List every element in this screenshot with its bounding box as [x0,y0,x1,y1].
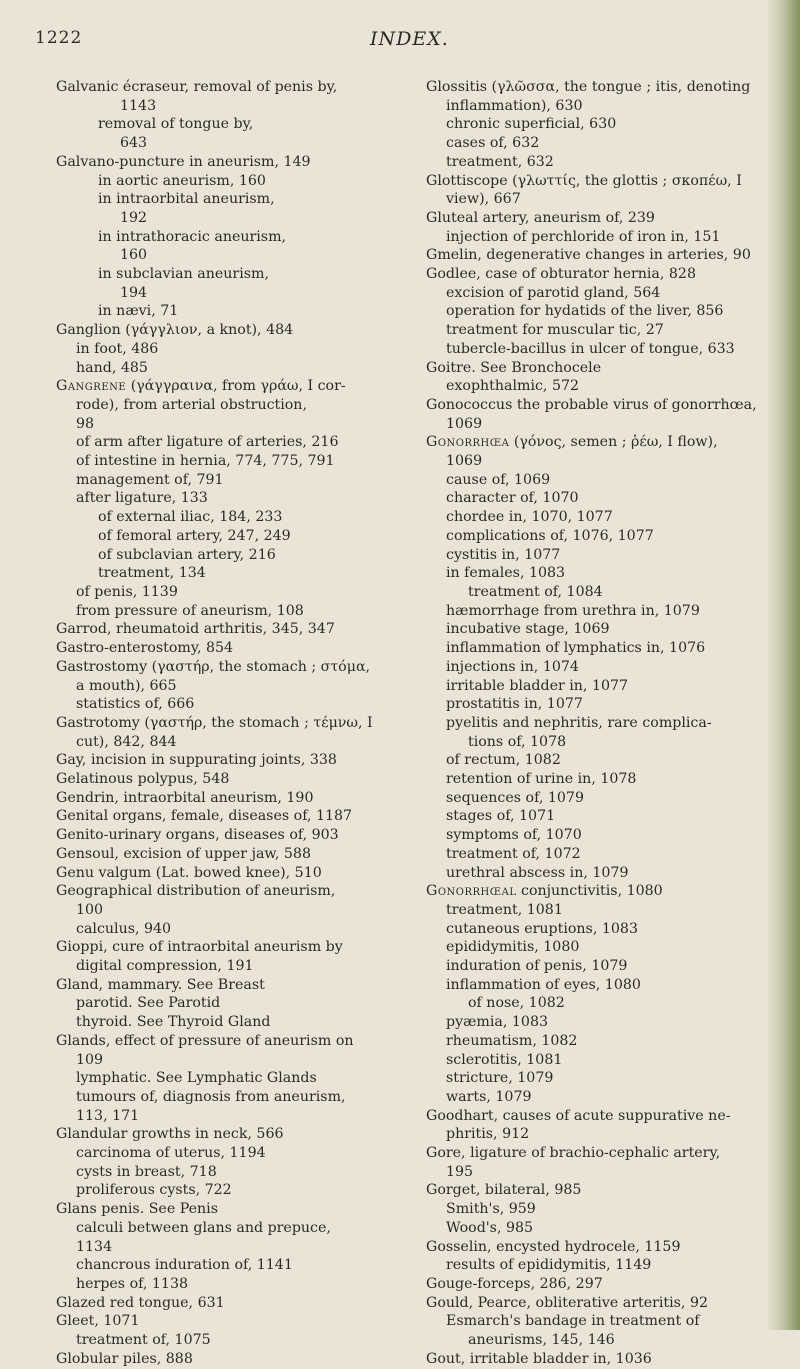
entry-text: Globular piles, 888 [56,1350,193,1367]
entry-text: in intraorbital aneurism, [98,191,275,208]
page-number: 1222 [35,28,83,48]
entry-text: of rectum, 1082 [446,752,561,769]
index-subentry [426,115,776,134]
entry-text: Galvano-puncture in aneurism, 149 [56,153,311,170]
index-entry [426,1238,776,1257]
index-subentry [426,377,776,396]
running-title: INDEX. [370,28,449,50]
entry-text: view), 667 [446,191,521,208]
index-entry [426,396,776,415]
entry-text: exophthalmic, 572 [446,378,580,395]
index-entry [426,172,776,191]
index-subentry [426,938,776,957]
index-entry [426,1181,776,1200]
index-subentry [56,1256,400,1275]
index-subentry [426,508,776,527]
entry-text: of subclavian artery, 216 [98,546,276,563]
index-subentry [56,1163,400,1182]
index-subentry [56,115,400,134]
index-subentry [56,190,400,209]
entry-text: Gore, ligature of brachio-cephalic artery, [426,1145,721,1162]
index-subentry [56,340,400,359]
index-subentry [56,1107,400,1126]
index-subentry [56,209,400,228]
index-subentry [426,1312,776,1331]
entry-text: Glands, effect of pressure of aneurism on [56,1032,354,1049]
entry-text: treatment of, 1084 [468,583,603,600]
index-subentry [56,246,400,265]
entry-text: Gout, irritable bladder in, 1036 [426,1350,652,1367]
index-entry [56,1125,400,1144]
index-subentry [56,1238,400,1257]
index-subentry [426,1219,776,1238]
entry-text: Gould, Pearce, obliterative arteritis, 92 [426,1294,709,1311]
index-subentry [56,433,400,452]
index-subentry [56,508,400,527]
index-subentry [426,864,776,883]
entry-text: 194 [120,284,148,301]
index-subentry [426,97,776,116]
entry-text: Gastrotomy (γαστήρ, the stomach ; τέμνω, I [56,714,373,731]
index-subentry [426,976,776,995]
entry-text: 192 [120,209,148,226]
index-subentry [56,602,400,621]
index-subentry [426,134,776,153]
index-subentry [426,1088,776,1107]
index-entry [56,1200,400,1219]
entry-text: cysts in breast, 718 [76,1163,217,1180]
index-subentry [426,1163,776,1182]
entry-text: induration of penis, 1079 [446,958,628,975]
index-subentry [426,228,776,247]
entry-text: cystitis in, 1077 [446,546,561,563]
entry-text: urethral abscess in, 1079 [446,864,629,881]
index-subentry [426,826,776,845]
entry-text: Gendrin, intraorbital aneurism, 190 [56,789,314,806]
entry-text: conjunctivitis, 1080 [516,883,663,900]
index-subentry [56,172,400,191]
entry-text: warts, 1079 [446,1088,532,1105]
entry-text: of intestine in hernia, 774, 775, 791 [76,453,335,470]
entry-headword: Gonorrhœal [426,883,517,900]
index-subentry [56,415,400,434]
index-subentry [426,789,776,808]
entry-text: lymphatic. See Lymphatic Glands [76,1070,317,1087]
entry-text: from pressure of aneurism, 108 [76,602,304,619]
entry-text: Gioppi, cure of intraorbital aneurism by [56,939,343,956]
entry-text: inflammation), 630 [446,97,583,114]
index-entry [56,153,400,172]
entry-text: calculi between glans and prepuce, [76,1219,331,1236]
entry-text: of penis, 1139 [76,583,178,600]
entry-text: incubative stage, 1069 [446,621,610,638]
index-entry [426,78,776,97]
entry-text: of arm after ligature of arteries, 216 [76,434,339,451]
index-entry [56,658,400,677]
index-subentry [56,527,400,546]
entry-text: Galvanic écraseur, removal of penis by, [56,79,338,95]
entry-text: tubercle-bacillus in ulcer of tongue, 633 [446,340,735,357]
index-subentry [426,564,776,583]
index-column-left [56,78,400,1369]
entry-headword: Gonorrhœa [426,434,510,451]
entry-text: Gastrostomy (γαστήρ, the stomach ; στόμα, [56,658,371,675]
index-subentry [56,1275,400,1294]
entry-text: phritis, 912 [446,1126,530,1143]
index-subentry [426,489,776,508]
index-entry [56,377,400,396]
index-subentry [426,1256,776,1275]
index-subentry [426,751,776,770]
index-subentry [56,733,400,752]
index-entry [56,620,400,639]
entry-text: 98 [76,415,95,432]
entry-text: Godlee, case of obturator hernia, 828 [426,266,696,283]
entry-text: Goodhart, causes of acute suppurative ne- [426,1107,731,1124]
index-entry [426,433,776,452]
entry-text: digital compression, 191 [76,958,254,975]
entry-text: in intrathoracic aneurism, [98,228,287,245]
entry-text: cause of, 1069 [446,471,551,488]
index-entry [56,789,400,808]
entry-text: Glottiscope (γλωττίς, the glottis ; σκοπέω, I [426,172,742,189]
entry-headword: Gangrene [56,378,127,395]
index-entry [56,845,400,864]
entry-text: 160 [120,247,148,264]
entry-text: in subclavian aneurism, [98,266,269,283]
index-entry [426,359,776,378]
entry-text: management of, 791 [76,471,224,488]
index-subentry [56,994,400,1013]
entry-text: carcinoma of uterus, 1194 [76,1145,266,1162]
index-subentry [426,527,776,546]
index-subentry [426,471,776,490]
entry-text: Garrod, rheumatoid arthritis, 345, 347 [56,621,335,638]
index-subentry [56,1069,400,1088]
index-subentry [56,1144,400,1163]
index-subentry [426,620,776,639]
index-subentry [426,284,776,303]
index-entry [56,882,400,901]
index-subentry [426,920,776,939]
entry-text: Gosselin, encysted hydrocele, 1159 [426,1238,681,1255]
index-subentry [426,452,776,471]
index-entry [56,1350,400,1369]
index-subentry [426,1331,776,1350]
entry-text: 1069 [446,415,483,432]
entry-text: parotid. See Parotid [76,995,221,1012]
entry-text: tumours of, diagnosis from aneurism, [76,1088,346,1105]
entry-text: 1143 [120,97,157,114]
index-entry [56,938,400,957]
entry-text: Gonococcus the probable virus of gonorrhœa, [426,396,757,413]
index-entry [56,78,400,97]
entry-text: aneurisms, 145, 146 [468,1332,615,1349]
index-entry [56,864,400,883]
entry-text: rheumatism, 1082 [446,1032,578,1049]
entry-text: results of epididymitis, 1149 [446,1257,652,1274]
entry-text: removal of tongue by, [98,116,254,133]
index-subentry [426,957,776,976]
entry-text: thyroid. See Thyroid Gland [76,1014,271,1031]
index-subentry [56,302,400,321]
index-subentry [56,546,400,565]
index-subentry [426,901,776,920]
entry-text: sclerotitis, 1081 [446,1051,563,1068]
index-subentry [426,1051,776,1070]
entry-text: hæmorrhage from urethra in, 1079 [446,602,700,619]
entry-text: cutaneous eruptions, 1083 [446,920,638,937]
entry-text: rode), from arterial obstruction, [76,396,307,413]
entry-text: Glandular growths in neck, 566 [56,1126,284,1143]
entry-text: 195 [446,1163,474,1180]
entry-text: (γόνος, semen ; ῥέω, I flow), [509,434,718,451]
entry-text: herpes of, 1138 [76,1276,188,1292]
entry-text: hand, 485 [76,359,148,376]
entry-text: treatment, 1081 [446,901,563,918]
entry-text: 109 [76,1051,104,1068]
index-subentry [426,1125,776,1144]
entry-text: 643 [120,135,148,152]
entry-text: in females, 1083 [446,565,566,582]
entry-text: in nævi, 71 [98,303,179,320]
index-subentry [426,770,776,789]
entry-text: statistics of, 666 [76,696,195,713]
entry-text: epididymitis, 1080 [446,939,580,956]
entry-text: 1069 [446,453,483,470]
index-subentry [56,920,400,939]
entry-text: stages of, 1071 [446,808,556,825]
index-entry [426,1107,776,1126]
entry-text: 113, 171 [76,1107,140,1124]
entry-text: symptoms of, 1070 [446,827,582,844]
index-subentry [56,583,400,602]
entry-text: Ganglion (γάγγλιον, a knot), 484 [56,322,294,339]
index-entry [426,1294,776,1313]
entry-text: cases of, 632 [446,135,540,152]
index-entry [56,807,400,826]
index-subentry [426,994,776,1013]
entry-text: Wood's, 985 [446,1219,534,1236]
entry-text: Gluteal artery, aneurism of, 239 [426,209,655,226]
entry-text: prostatitis in, 1077 [446,696,583,713]
entry-text: of femoral artery, 247, 249 [98,527,291,544]
entry-text: (γάγγραινα, from γράω, I cor- [126,378,346,395]
entry-text: chordee in, 1070, 1077 [446,509,613,526]
index-subentry [426,733,776,752]
index-subentry [426,602,776,621]
entry-text: complications of, 1076, 1077 [446,527,654,544]
entry-text: tions of, 1078 [468,733,567,750]
index-subentry [426,714,776,733]
entry-text: of external iliac, 184, 233 [98,509,283,526]
index-subentry [426,415,776,434]
index-entry [426,882,776,901]
entry-text: proliferous cysts, 722 [76,1182,232,1199]
entry-text: treatment, 632 [446,153,554,170]
index-subentry [56,1181,400,1200]
entry-text: character of, 1070 [446,490,579,507]
index-subentry [56,1051,400,1070]
index-subentry [56,134,400,153]
index-subentry [56,284,400,303]
entry-text: in foot, 486 [76,340,159,357]
entry-text: inflammation of lymphatics in, 1076 [446,640,706,657]
index-entry [56,826,400,845]
index-subentry [426,845,776,864]
index-entry [56,714,400,733]
entry-text: Gouge-forceps, 286, 297 [426,1276,603,1292]
index-entry [426,1275,776,1294]
index-subentry [426,1032,776,1051]
entry-text: chronic superficial, 630 [446,116,617,133]
index-subentry [426,1013,776,1032]
page-header [0,28,800,68]
index-subentry [56,957,400,976]
index-entry [56,1032,400,1051]
index-subentry [426,190,776,209]
entry-text: 100 [76,901,104,918]
index-subentry [56,359,400,378]
entry-text: 1134 [76,1238,113,1255]
index-subentry [426,321,776,340]
entry-text: Esmarch's bandage in treatment of [446,1313,700,1330]
index-subentry [56,1331,400,1350]
entry-text: Gland, mammary. See Breast [56,976,265,993]
index-subentry [56,901,400,920]
entry-text: Geographical distribution of aneurism, [56,883,336,900]
entry-text: Smith's, 959 [446,1201,536,1218]
index-column-right [426,78,776,1369]
index-subentry [426,546,776,565]
entry-text: Genu valgum (Lat. bowed knee), 510 [56,864,322,881]
index-subentry [56,564,400,583]
index-entry [56,770,400,789]
entry-text: Gorget, bilateral, 985 [426,1182,582,1199]
entry-text: of nose, 1082 [468,995,565,1012]
index-subentry [56,489,400,508]
entry-text: Glans penis. See Penis [56,1201,218,1218]
entry-text: sequences of, 1079 [446,789,584,806]
index-entry [426,265,776,284]
index-entry [56,751,400,770]
index-entry [56,1312,400,1331]
index-subentry [426,658,776,677]
index-entry [56,639,400,658]
index-subentry [56,265,400,284]
entry-text: chancrous induration of, 1141 [76,1257,293,1274]
index-subentry [56,228,400,247]
index-subentry [56,677,400,696]
index-entry [56,1294,400,1313]
index-subentry [426,302,776,321]
index-subentry [426,153,776,172]
entry-text: retention of urine in, 1078 [446,771,637,788]
index-subentry [426,1069,776,1088]
index-subentry [56,396,400,415]
entry-text: Genito-urinary organs, diseases of, 903 [56,827,339,844]
index-entry [426,1144,776,1163]
entry-text: excision of parotid gland, 564 [446,284,661,301]
entry-text: pyelitis and nephritis, rare complica- [446,714,712,731]
index-subentry [426,1200,776,1219]
entry-text: Gelatinous polypus, 548 [56,771,230,788]
index-subentry [426,807,776,826]
index-subentry [426,695,776,714]
index-entry [56,321,400,340]
index-subentry [56,97,400,116]
entry-text: Glossitis (γλῶσσα, the tongue ; itis, denoting [426,79,751,95]
index-subentry [426,677,776,696]
entry-text: a mouth), 665 [76,677,177,694]
entry-text: Gastro-enterostomy, 854 [56,640,234,657]
index-entry [426,1350,776,1369]
entry-text: Goitre. See Bronchocele [426,359,602,376]
index-entry [56,976,400,995]
entry-text: Gensoul, excision of upper jaw, 588 [56,845,311,862]
entry-text: Genital organs, female, diseases of, 1187 [56,808,353,825]
index-subentry [426,340,776,359]
entry-text: irritable bladder in, 1077 [446,677,629,694]
index-subentry [56,471,400,490]
entry-text: Glazed red tongue, 631 [56,1294,225,1311]
entry-text: stricture, 1079 [446,1070,554,1087]
index-subentry [56,1088,400,1107]
index-subentry [56,452,400,471]
index-subentry [56,695,400,714]
index-subentry [426,639,776,658]
entry-text: in aortic aneurism, 160 [98,172,266,189]
entry-text: treatment of, 1075 [76,1332,211,1349]
entry-text: Gmelin, degenerative changes in arteries, 90 [426,247,751,264]
entry-text: inflammation of eyes, 1080 [446,976,641,993]
index-subentry [426,583,776,602]
entry-text: Gay, incision in suppurating joints, 338 [56,752,337,769]
index-entry [426,246,776,265]
entry-text: Gleet, 1071 [56,1313,140,1330]
entry-text: injections in, 1074 [446,658,579,675]
entry-text: treatment for muscular tic, 27 [446,322,664,339]
entry-text: calculus, 940 [76,920,172,937]
index-subentry [56,1013,400,1032]
entry-text: after ligature, 133 [76,490,208,507]
entry-text: pyæmia, 1083 [446,1014,549,1031]
entry-text: treatment, 134 [98,565,206,582]
entry-text: injection of perchloride of iron in, 151 [446,228,721,245]
index-subentry [56,1219,400,1238]
entry-text: treatment of, 1072 [446,845,581,862]
entry-text: cut), 842, 844 [76,733,177,750]
index-entry [426,209,776,228]
entry-text: operation for hydatids of the liver, 856 [446,303,724,320]
